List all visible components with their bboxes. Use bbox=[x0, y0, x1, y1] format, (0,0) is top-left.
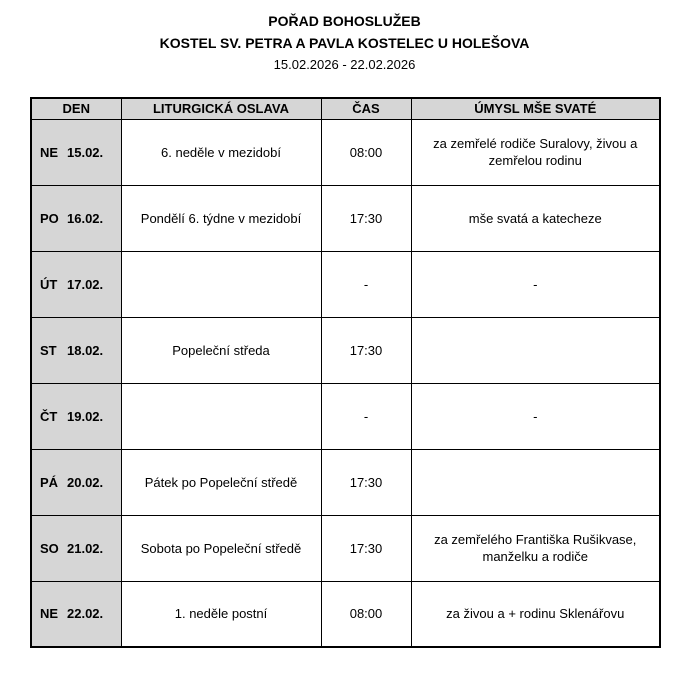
intention-cell: - bbox=[411, 383, 660, 449]
celebration-cell: Pátek po Popeleční středě bbox=[121, 449, 321, 515]
time-cell: 08:00 bbox=[321, 119, 411, 185]
day-abbr: SO bbox=[40, 540, 59, 556]
day-abbr: ST bbox=[40, 342, 57, 358]
table-row bbox=[31, 383, 660, 449]
day-date: 18.02. bbox=[67, 342, 104, 358]
column-header-liturgicka-oslava: LITURGICKÁ OSLAVA bbox=[121, 98, 321, 119]
header-row bbox=[31, 98, 660, 119]
intention-cell: mše svatá a katecheze bbox=[411, 185, 660, 251]
day-date: 19.02. bbox=[67, 408, 104, 424]
day-cell bbox=[31, 383, 121, 449]
schedule-table bbox=[30, 97, 661, 648]
table-row bbox=[31, 449, 660, 515]
day-cell bbox=[31, 515, 121, 581]
celebration-cell: Sobota po Popeleční středě bbox=[121, 515, 321, 581]
intention-cell: za zemřelé rodiče Suralovy, živou a zemřelou rodinu bbox=[411, 119, 660, 185]
day-date: 21.02. bbox=[67, 540, 104, 556]
intention-cell: - bbox=[411, 251, 660, 317]
table-row bbox=[31, 185, 660, 251]
time-cell: 17:30 bbox=[321, 185, 411, 251]
celebration-cell: Pondělí 6. týdne v mezidobí bbox=[121, 185, 321, 251]
celebration-cell: 1. neděle postní bbox=[121, 581, 321, 647]
day-date: 22.02. bbox=[67, 606, 104, 622]
time-cell: - bbox=[321, 251, 411, 317]
page-title: POŘAD BOHOSLUŽEB bbox=[268, 13, 421, 29]
table-row bbox=[31, 581, 660, 647]
time-cell: 17:30 bbox=[321, 317, 411, 383]
table-row bbox=[31, 119, 660, 185]
table-row bbox=[31, 515, 660, 581]
day-abbr: PÁ bbox=[40, 474, 59, 490]
day-abbr: NE bbox=[40, 606, 59, 622]
day-abbr: PO bbox=[40, 210, 59, 226]
column-header-umysl: ÚMYSL MŠE SVATÉ bbox=[411, 98, 660, 119]
intention-cell: za zemřelého Františka Rušikvase, manželku a rodiče bbox=[411, 515, 660, 581]
time-cell: 08:00 bbox=[321, 581, 411, 647]
day-date: 16.02. bbox=[67, 210, 104, 226]
celebration-cell: 6. neděle v mezidobí bbox=[121, 119, 321, 185]
intention-cell bbox=[411, 449, 660, 515]
day-date: 15.02. bbox=[67, 144, 104, 160]
table-row bbox=[31, 251, 660, 317]
intention-cell bbox=[411, 317, 660, 383]
time-cell: 17:30 bbox=[321, 449, 411, 515]
day-date: 17.02. bbox=[67, 276, 104, 292]
day-cell bbox=[31, 251, 121, 317]
date-range: 15.02.2026 - 22.02.2026 bbox=[273, 57, 416, 72]
day-abbr: NE bbox=[40, 144, 59, 160]
celebration-cell bbox=[121, 251, 321, 317]
day-abbr: ÚT bbox=[40, 276, 58, 292]
celebration-cell bbox=[121, 383, 321, 449]
day-cell bbox=[31, 581, 121, 647]
time-cell: - bbox=[321, 383, 411, 449]
church-name: KOSTEL SV. PETRA A PAVLA KOSTELEC U HOLEŠOVA bbox=[159, 35, 530, 51]
column-header-den: DEN bbox=[31, 98, 121, 119]
day-cell bbox=[31, 119, 121, 185]
day-abbr: ČT bbox=[40, 408, 58, 424]
column-header-cas: ČAS bbox=[321, 98, 411, 119]
celebration-cell: Popeleční středa bbox=[121, 317, 321, 383]
title-block bbox=[0, 10, 689, 75]
time-cell: 17:30 bbox=[321, 515, 411, 581]
day-cell bbox=[31, 449, 121, 515]
day-date: 20.02. bbox=[67, 474, 104, 490]
day-cell bbox=[31, 317, 121, 383]
table-row bbox=[31, 317, 660, 383]
intention-cell: za živou a + rodinu Sklenářovu bbox=[411, 581, 660, 647]
day-cell bbox=[31, 185, 121, 251]
